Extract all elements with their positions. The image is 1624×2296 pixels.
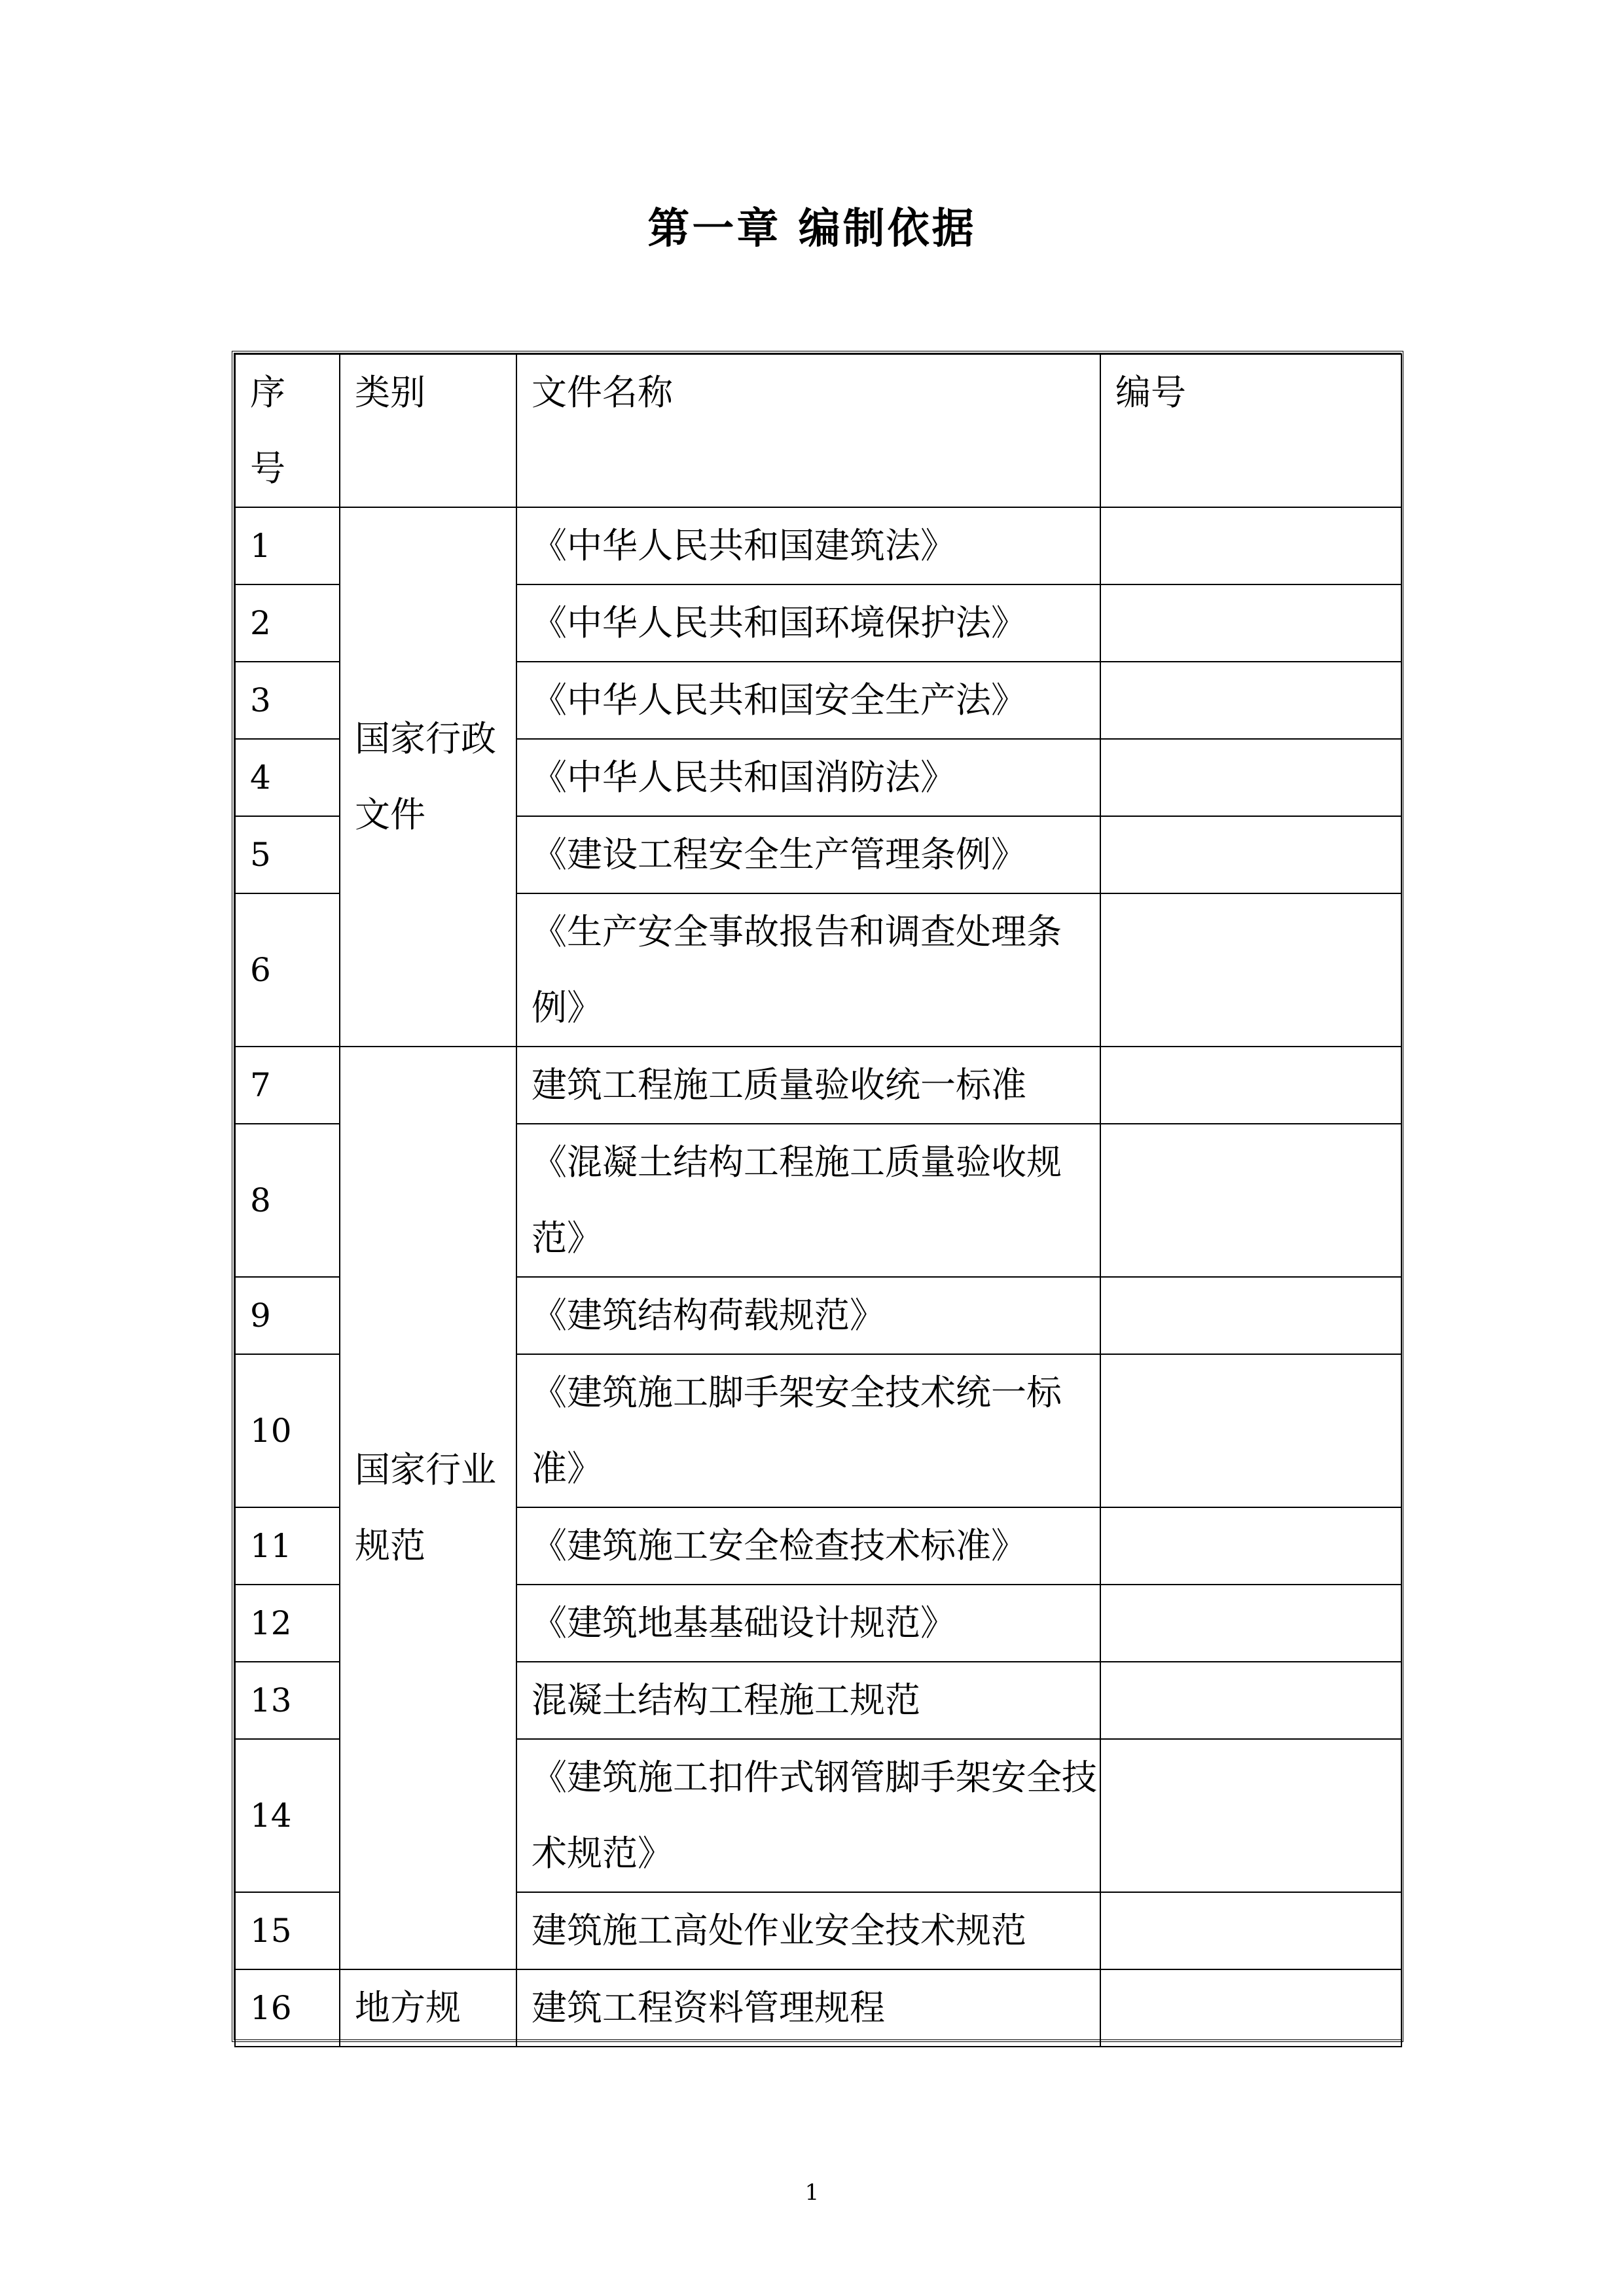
file-name: 《建筑施工脚手架安全技术统一标准》 <box>516 1354 1100 1507</box>
file-name: 《中华人民共和国消防法》 <box>516 739 1100 816</box>
row-number: 2 <box>235 584 340 662</box>
file-name: 《建筑施工安全检查技术标准》 <box>516 1507 1100 1585</box>
row-number: 11 <box>235 1507 340 1585</box>
row-number: 3 <box>235 662 340 739</box>
file-code <box>1100 1739 1401 1892</box>
file-code <box>1100 1124 1401 1277</box>
file-name: 《生产安全事故报告和调查处理条例》 <box>516 893 1100 1047</box>
row-number: 15 <box>235 1892 340 1969</box>
category-cell: 国家行政文件 <box>340 507 516 1047</box>
file-code <box>1100 1277 1401 1354</box>
file-code <box>1100 1585 1401 1662</box>
file-name: 《中华人民共和国环境保护法》 <box>516 584 1100 662</box>
header-category: 类别 <box>340 354 516 507</box>
file-name: 建筑施工高处作业安全技术规范 <box>516 1892 1100 1969</box>
row-number: 16 <box>235 1969 340 2047</box>
file-name: 《混凝土结构工程施工质量验收规范》 <box>516 1124 1100 1277</box>
row-number: 13 <box>235 1662 340 1739</box>
compilation-basis-table <box>234 353 1402 2047</box>
file-code <box>1100 1507 1401 1585</box>
row-number: 12 <box>235 1585 340 1662</box>
file-name: 《中华人民共和国建筑法》 <box>516 507 1100 584</box>
table-row <box>235 1047 1401 1124</box>
page-number: 1 <box>804 2179 820 2206</box>
row-number: 10 <box>235 1354 340 1507</box>
row-number: 8 <box>235 1124 340 1277</box>
file-code <box>1100 1892 1401 1969</box>
row-number: 5 <box>235 816 340 893</box>
table-row <box>235 1969 1401 2047</box>
header-code: 编号 <box>1100 354 1401 507</box>
file-name: 《中华人民共和国安全生产法》 <box>516 662 1100 739</box>
file-name: 《建筑结构荷载规范》 <box>516 1277 1100 1354</box>
header-seq: 序号 <box>235 354 340 507</box>
row-number: 6 <box>235 893 340 1047</box>
header-file-name: 文件名称 <box>516 354 1100 507</box>
file-name: 《建筑地基基础设计规范》 <box>516 1585 1100 1662</box>
table-row <box>235 507 1401 584</box>
file-name: 混凝土结构工程施工规范 <box>516 1662 1100 1739</box>
file-code <box>1100 584 1401 662</box>
file-name: 建筑工程施工质量验收统一标准 <box>516 1047 1100 1124</box>
row-number: 9 <box>235 1277 340 1354</box>
table-header-row <box>235 354 1401 507</box>
category-cell: 国家行业规范 <box>340 1047 516 1969</box>
row-number: 14 <box>235 1739 340 1892</box>
row-number: 7 <box>235 1047 340 1124</box>
file-code <box>1100 816 1401 893</box>
file-name: 建筑工程资料管理规程 <box>516 1969 1100 2047</box>
file-name: 《建设工程安全生产管理条例》 <box>516 816 1100 893</box>
file-code <box>1100 1047 1401 1124</box>
file-code <box>1100 1354 1401 1507</box>
file-code <box>1100 1969 1401 2047</box>
file-code <box>1100 893 1401 1047</box>
row-number: 1 <box>235 507 340 584</box>
row-number: 4 <box>235 739 340 816</box>
file-code <box>1100 507 1401 584</box>
page-title: 第一章 编制依据 <box>647 205 977 253</box>
file-code <box>1100 739 1401 816</box>
category-cell: 地方规 <box>340 1969 516 2047</box>
file-code <box>1100 1662 1401 1739</box>
file-name: 《建筑施工扣件式钢管脚手架安全技术规范》 <box>516 1739 1100 1892</box>
file-code <box>1100 662 1401 739</box>
